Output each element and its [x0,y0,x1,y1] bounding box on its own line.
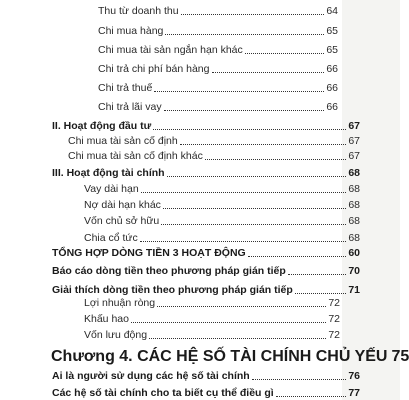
leader-dots [248,256,347,257]
toc-section-title: III. Hoạt động tài chính [52,167,165,179]
toc-section-page: 60 [348,247,360,259]
leader-dots [131,322,326,323]
toc-entry [98,6,338,17]
toc-section-title: Giải thích dòng tiền theo phương pháp gián tiếp [52,284,293,296]
toc-section [52,266,360,277]
toc-entry-page: 67 [348,135,360,147]
toc-section-title: TỔNG HỢP DÒNG TIỀN 3 HOẠT ĐỘNG [52,247,246,259]
toc-entry-page: 66 [326,63,338,75]
toc-section-title: Các hệ số tài chính cho ta biết cụ thể điều gì [52,387,274,399]
toc-entry [98,83,338,94]
toc-section [52,168,360,179]
leader-dots [141,192,347,193]
toc-entry [98,26,338,37]
toc-entry [68,151,360,162]
toc-entry-title: Chi mua tài sản cố định [68,135,178,147]
toc-entry-title: Chi trả thuế [98,82,153,94]
toc-entry-title: Vay dài hạn [84,183,139,195]
toc-entry-title: Chia cổ tức [84,232,138,244]
toc-section [52,285,360,296]
toc-entry-page: 68 [348,215,360,227]
toc-entry-title: Nợ dài hạn khác [84,199,161,211]
toc-entry [98,64,338,75]
toc-entry-page: 67 [348,150,360,162]
toc-entry [98,45,338,56]
toc-section [52,121,360,132]
toc-section-title: Báo cáo dòng tiền theo phương pháp gián tiếp [52,265,286,277]
toc-entry [84,298,340,309]
toc-entry [84,184,360,195]
toc-section-page: 70 [348,265,360,277]
toc-entry-page: 68 [348,183,360,195]
toc-entry-page: 65 [326,25,338,37]
leader-dots [276,396,347,397]
toc-entry-page: 72 [328,313,340,325]
toc-entry [84,233,360,244]
toc-chapter-title: Chương 4. CÁC HỆ SỐ TÀI CHÍNH CHỦ YẾU [51,348,388,365]
toc-entry-title: Chi mua tài sản cố định khác [68,150,203,162]
toc-entry [84,200,360,211]
leader-dots [180,144,347,145]
toc-entry-page: 64 [326,5,338,17]
toc-entry-page: 66 [326,101,338,113]
leader-dots [252,379,347,380]
toc-entry-title: Lợi nhuận ròng [84,297,156,309]
toc-section [52,388,360,399]
leader-dots [205,159,346,160]
leader-dots [164,110,325,111]
toc-entry-title: Chi trả lãi vay [98,101,162,113]
toc-entry [68,136,360,147]
leader-dots [212,72,325,73]
leader-dots [140,241,347,242]
leader-dots [161,224,346,225]
leader-dots [181,14,325,15]
toc-entry-page: 68 [348,199,360,211]
toc-entry-title: Chi trả chi phí bán hàng [98,63,210,75]
toc-chapter [51,348,409,365]
leader-dots [149,338,326,339]
toc-section-page: 76 [348,370,360,382]
toc-entry-title: Thu từ doanh thu [98,5,179,17]
leader-dots [245,53,325,54]
toc-entry [84,216,360,227]
toc-section-page: 68 [348,167,360,179]
toc-chapter-page: 75 [391,348,409,365]
toc-section-page: 71 [348,284,360,296]
toc-section [52,371,360,382]
toc-entry-page: 66 [326,82,338,94]
toc-section-title: II. Hoạt động đầu tư [52,120,152,132]
toc-entry [84,330,340,341]
toc-entry [98,102,338,113]
leader-dots [165,34,324,35]
leader-dots [157,306,326,307]
leader-dots [295,293,347,294]
toc-entry-page: 72 [328,297,340,309]
toc-entry-title: Chi mua tài sản ngắn hạn khác [98,44,243,56]
toc-section-page: 67 [348,120,360,132]
toc-entry-title: Vốn chủ sở hữu [84,215,160,227]
toc-entry-title: Khấu hao [84,313,129,325]
leader-dots [167,176,347,177]
toc-section [52,248,360,259]
toc-entry-page: 65 [326,44,338,56]
toc-entry-title: Chi mua hàng [98,25,164,37]
leader-dots [288,274,347,275]
toc-section-page: 77 [348,387,360,399]
toc-entry-page: 72 [328,329,340,341]
leader-dots [154,91,324,92]
toc-entry-page: 68 [348,232,360,244]
toc-section-title: Ai là người sử dụng các hệ số tài chính [52,370,250,382]
toc-entry-title: Vốn lưu động [84,329,148,341]
leader-dots [153,129,346,130]
toc-entry [84,314,340,325]
leader-dots [163,208,346,209]
